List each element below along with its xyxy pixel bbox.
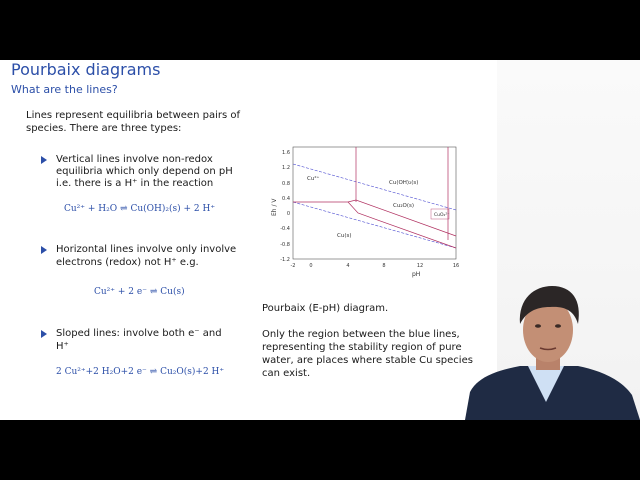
equilibrium-arrow-1: ⇌ (120, 204, 128, 214)
ytick-label: 0 (286, 211, 290, 217)
diagram-ylabel: Eh / V (271, 198, 278, 216)
letterbox-bottom (0, 420, 640, 480)
bullet-marker-1 (41, 156, 47, 164)
letterbox-top (0, 0, 640, 60)
region-cuo-label: CuO₂²⁻ (434, 213, 450, 218)
presenter-left-eye (535, 324, 541, 328)
ytick-label: 0.4 (282, 196, 290, 202)
region-cuoh2-label: Cu(OH)₂(s) (389, 180, 419, 186)
presenter-right-eye (555, 324, 561, 328)
bullet-marker-2 (41, 246, 47, 254)
ytick-label: 1.6 (282, 150, 290, 156)
equation-2-lhs: Cu²⁺ + 2 e⁻ (94, 287, 147, 297)
xtick-label: 4 (346, 263, 350, 269)
xtick-label: 8 (382, 263, 386, 269)
xtick-label: 16 (452, 263, 460, 269)
bullet-marker-3 (41, 330, 47, 338)
region-cu2-label: Cu²⁺ (307, 176, 320, 182)
equation-2-rhs: Cu(s) (160, 287, 185, 297)
plot-frame (293, 147, 456, 259)
pourbaix-diagram (262, 140, 467, 280)
diagram-caption: Pourbaix (E-pH) diagram. (262, 303, 389, 314)
bullet1-line2: equilibria which only depend on pH (56, 166, 233, 177)
water-upper-line (293, 164, 456, 210)
bullet1-line1: Vertical lines involve non-redox (56, 154, 213, 165)
lecture-slide (0, 60, 497, 420)
xtick-label: -2 (290, 263, 296, 269)
equation-1-lhs: Cu²⁺ + H₂O (64, 204, 118, 214)
ytick-label: -0.8 (280, 242, 290, 248)
bullet2-line2: electrons (redox) not H⁺ e.g. (56, 257, 199, 268)
bullet3-line2: H⁺ (56, 341, 69, 352)
bullet2-line1: Horizontal lines involve only involve (56, 244, 237, 255)
equilibrium-arrow-2: ⇌ (149, 287, 158, 297)
intro-text-line1: Lines represent equilibria between pairs of (26, 110, 240, 121)
diagram-xlabel: pH (412, 271, 421, 278)
note-line2: representing the stability region of pure (262, 342, 462, 353)
equation-3-lhs: 2 Cu²⁺+2 H₂O+2 e⁻ (56, 367, 147, 377)
equilibrium-arrow-3: ⇌ (149, 367, 158, 377)
slide-title: Pourbaix diagrams (11, 60, 161, 79)
equation-2 (94, 287, 185, 297)
region-cu-label: Cu(s) (337, 233, 352, 239)
equation-1-rhs: Cu(OH)₂(s) + 2 H⁺ (130, 204, 216, 214)
note-line1: Only the region between the blue lines, (262, 329, 460, 340)
intro-text-line2: species. There are three types: (26, 123, 182, 134)
bullet1-line3: i.e. there is a H⁺ in the reaction (56, 178, 214, 189)
note-line3: water, are places where stable Cu species (262, 355, 473, 366)
equation-1 (64, 204, 215, 214)
equation-3-rhs: Cu₂O(s)+2 H⁺ (160, 367, 225, 377)
ytick-label: 0.8 (282, 181, 290, 187)
region-cu2o-label: Cu₂O(s) (393, 203, 415, 209)
slide-subtitle: What are the lines? (11, 83, 118, 96)
ytick-label: -0.4 (280, 226, 290, 232)
bullet3-line1: Sloped lines: involve both e⁻ and (56, 328, 222, 339)
note-line4: can exist. (262, 368, 311, 379)
xtick-label: 12 (416, 263, 424, 269)
ytick-label: 1.2 (282, 165, 290, 171)
ytick-label: -1.2 (280, 257, 290, 263)
presenter-figure (460, 280, 640, 420)
equation-3 (56, 367, 224, 377)
xtick-label: 0 (309, 263, 313, 269)
